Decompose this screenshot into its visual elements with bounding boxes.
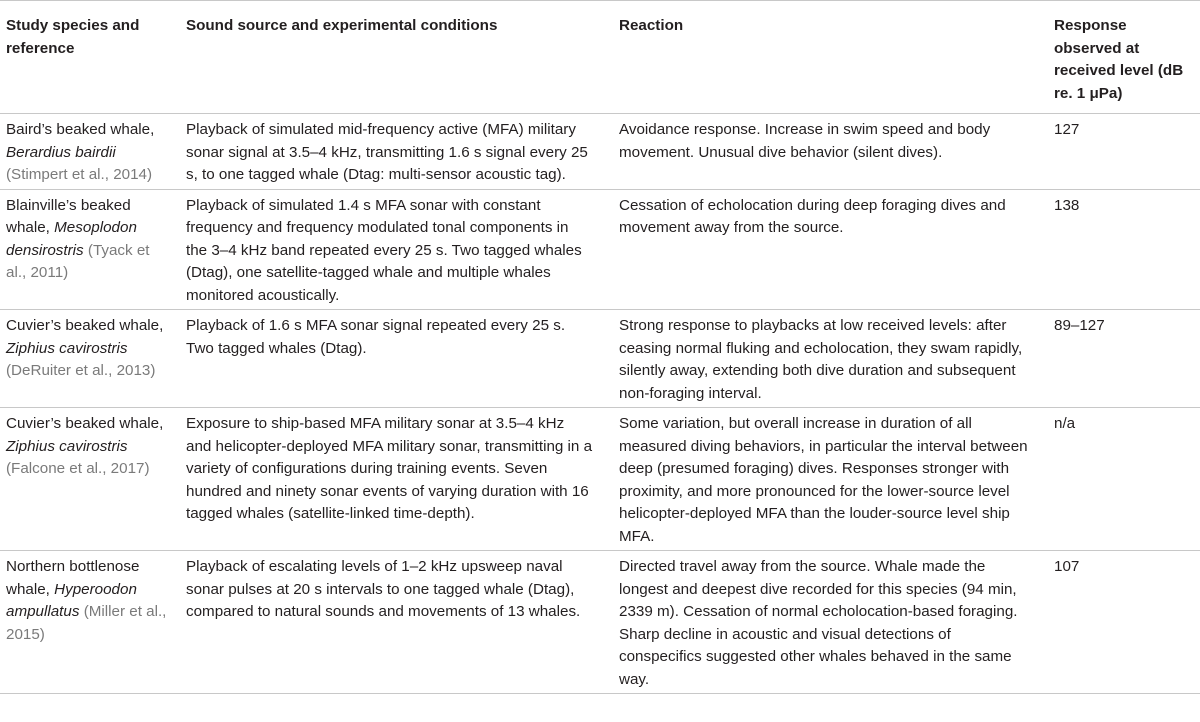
received-level-cell: n/a (1054, 415, 1076, 432)
table-row (0, 408, 1200, 551)
received-level-cell: 127 (1054, 121, 1080, 138)
species-reference: (Falcone et al., 2017) (6, 460, 150, 477)
reaction-cell: Cessation of echolocation during deep foraging dives and movement away from the source. (619, 196, 1006, 236)
species-scientific-name: Ziphius cavirostris (6, 339, 128, 357)
received-level-cell: 138 (1054, 196, 1080, 214)
table-row (0, 551, 1200, 694)
table-row (0, 114, 1200, 190)
header-species: Study species and reference (6, 17, 140, 57)
species-scientific-name: Mesoplodon densirostris (6, 219, 137, 259)
header-reaction: Reaction (619, 17, 684, 34)
species-cell (0, 114, 184, 190)
species-cell (0, 310, 184, 408)
sound-source-cell: Playback of simulated mid-frequency active (MFA) military sonar signal at 3.5–4 kHz, transmitting 1.6 s signal every 25 s, to one tagged whale (Dtag: multi-sensor acoustic tag). (186, 121, 588, 183)
species-reference: (Miller et al., 2015) (6, 603, 167, 643)
species-scientific-name: Hyperoodon ampullatus (6, 580, 137, 620)
received-level-cell: 107 (1054, 558, 1080, 575)
species-scientific-name: Ziphius cavirostris (6, 437, 128, 455)
species-cell (0, 408, 184, 551)
sound-source-cell: Playback of escalating levels of 1–2 kHz upsweep naval sonar pulses at 20 s intervals to one tagged whale (Dtag), compared to natural sounds and movements of 13 whales. (186, 558, 581, 620)
species-cell (0, 189, 184, 310)
sound-source-cell: Playback of simulated 1.4 s MFA sonar with constant frequency and frequency modulated tonal components in the 3–4 kHz band repeated every 25 s. Two tagged whales (Dtag), one satellite-tagged whale and multiple whales monitored acoustically. (186, 196, 582, 304)
species-reference: (Tyack et al., 2011) (6, 241, 150, 281)
table-header (0, 1, 1200, 114)
reaction-cell: Strong response to playbacks at low received levels: after ceasing normal fluking and echolocation, they swam rapidly, silently away, extending both dive duration and subsequent non-foraging interval. (619, 317, 1023, 402)
sound-source-cell: Playback of 1.6 s MFA sonar signal repeated every 25 s. Two tagged whales (Dtag). (186, 317, 566, 357)
species-reference: (DeRuiter et al., 2013) (6, 362, 156, 379)
header-sound-source: Sound source and experimental conditions (186, 17, 498, 34)
sound-source-cell: Exposure to ship-based MFA military sonar at 3.5–4 kHz and helicopter-deployed MFA military sonar, transmitting in a variety of configurations during training events. Seven hundred and ninety sonar events of varying duration with 16 tagged whales (satellite-linked time-depth). (186, 415, 593, 522)
species-common-name: Northern bottlenose whale, (6, 558, 140, 598)
species-common-name: Cuvier’s beaked whale, (6, 415, 164, 432)
species-scientific-name: Berardius bairdii (6, 143, 116, 161)
species-common-name: Cuvier’s beaked whale, (6, 317, 164, 334)
header-received-level: Response observed at received level (dB re. 1 μPa) (1054, 17, 1184, 102)
reaction-cell: Avoidance response. Increase in swim speed and body movement. Unusual dive behavior (silent dives). (619, 121, 991, 161)
species-cell (0, 551, 184, 694)
table-body (0, 114, 1200, 694)
species-common-name: Baird’s beaked whale, (6, 121, 155, 138)
header-row (0, 1, 1200, 114)
received-level-cell: 89–127 (1054, 317, 1105, 334)
reaction-cell: Directed travel away from the source. Whale made the longest and deepest dive recorded for this species (94 min, 2339 m). Cessation of normal echolocation-based foraging. Sharp decline in acoustic and visual detections of conspecifics suggested other whales behaved in the same way. (619, 558, 1018, 688)
species-reference: (Stimpert et al., 2014) (6, 166, 153, 183)
table-row (0, 189, 1200, 310)
reaction-cell: Some variation, but overall increase in duration of all measured diving behaviors, in particular the interval between deep (presumed foraging) dives. Responses stronger with proximity, and more pronounced for the lower-source level helicopter-deployed MFA than the louder-source level ship MFA. (619, 415, 1028, 545)
species-common-name: Blainville’s beaked whale, (6, 196, 131, 236)
table-row (0, 310, 1200, 408)
